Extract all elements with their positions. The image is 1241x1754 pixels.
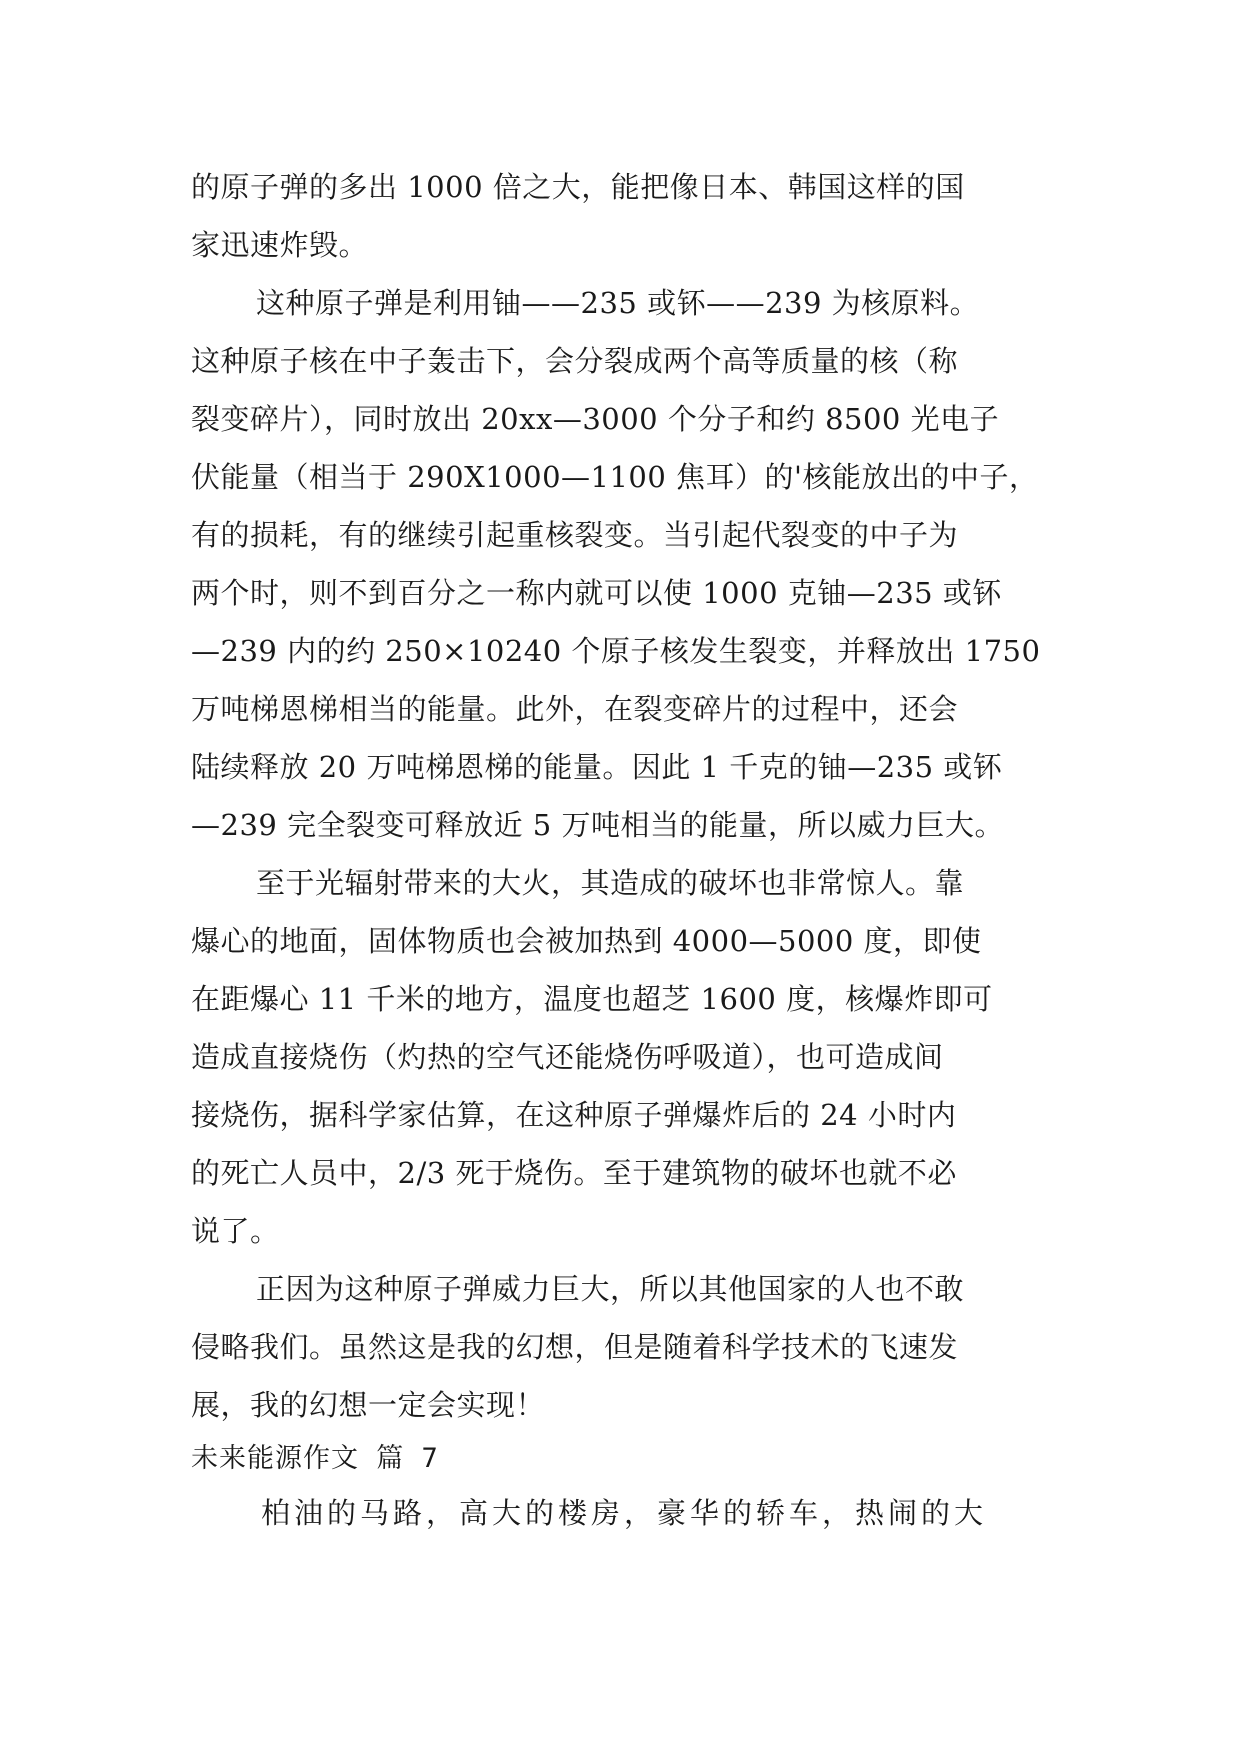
- text-line: 家迅速炸毁。: [191, 228, 369, 262]
- text-line: 的死亡人员中，2/3 死于烧伤。至于建筑物的破坏也就不必: [191, 1156, 957, 1190]
- section-heading: 未来能源作文 篇 7: [191, 1443, 439, 1474]
- text-line: 伏能量（相当于 290X1000—1100 焦耳）的'核能放出的中子，: [191, 460, 1039, 494]
- document-body: [191, 158, 1051, 1542]
- text-line: 在距爆心 11 千米的地方，温度也超芝 1600 度，核爆炸即可: [191, 982, 993, 1016]
- text-line: 两个时，则不到百分之一称内就可以使 1000 克铀—235 或钚: [191, 576, 1002, 610]
- paragraph-start-line: 正因为这种原子弹威力巨大，所以其他国家的人也不敢: [256, 1272, 965, 1306]
- text-line: 的原子弹的多出 1000 倍之大，能把像日本、韩国这样的国: [191, 170, 965, 204]
- paragraph-start-line: 至于光辐射带来的大火，其造成的破坏也非常惊人。靠: [256, 866, 965, 900]
- text-line: 说了。: [191, 1214, 280, 1248]
- text-line: 万吨梯恩梯相当的能量。此外，在裂变碎片的过程中，还会: [191, 692, 959, 726]
- text-line: 接烧伤，据科学家估算，在这种原子弹爆炸后的 24 小时内: [191, 1098, 957, 1132]
- text-line: 爆心的地面，固体物质也会被加热到 4000—5000 度，即使: [191, 924, 982, 958]
- text-line: 陆续释放 20 万吨梯恩梯的能量。因此 1 千克的铀—235 或钚: [191, 750, 1003, 784]
- paragraph-start-line: 柏油的马路，高大的楼房，豪华的轿车，热闹的大: [261, 1496, 988, 1530]
- text-line: 侵略我们。虽然这是我的幻想，但是随着科学技术的飞速发: [191, 1330, 959, 1364]
- text-line: 这种原子核在中子轰击下，会分裂成两个高等质量的核（称: [191, 344, 959, 378]
- text-line: 展，我的幻想一定会实现！: [191, 1388, 546, 1422]
- paragraph-start-line: 这种原子弹是利用铀——235 或钚——239 为核原料。: [256, 286, 980, 320]
- text-line: —239 完全裂变可释放近 5 万吨相当的能量，所以威力巨大。: [191, 808, 1004, 842]
- text-line: 裂变碎片），同时放出 20xx—3000 个分子和约 8500 光电子: [191, 402, 1000, 436]
- text-line: 有的损耗，有的继续引起重核裂变。当引起代裂变的中子为: [191, 518, 959, 552]
- text-line: 造成直接烧伤（灼热的空气还能烧伤呼吸道），也可造成间: [191, 1040, 944, 1074]
- text-line: —239 内的约 250×10240 个原子核发生裂变，并释放出 1750: [191, 634, 1041, 668]
